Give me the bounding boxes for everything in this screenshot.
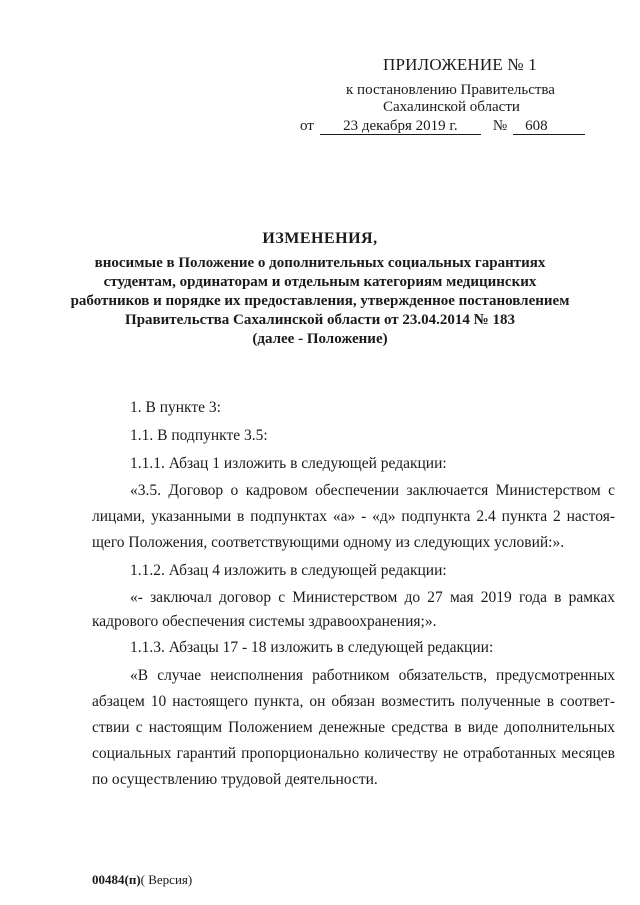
paragraph-8-cont: [92, 719, 615, 737]
subtitle-line: работников и порядке их предоставления, утвержденное постановлением: [70, 293, 570, 309]
paragraph-line: по осуществлению трудовой деятельности.: [92, 771, 378, 788]
paragraph-line: ствии с настоящим Положением денежные средства в виде дополнительных: [92, 719, 615, 736]
paragraph-7: 1.1.3. Абзацы 17 - 18 изложить в следующей редакции:: [130, 639, 494, 656]
annex-title: ПРИЛОЖЕНИЕ № 1: [383, 55, 537, 74]
document-version: ( Версия): [140, 872, 193, 887]
document-code: 00484(п): [92, 872, 141, 887]
subtitle-line: вносимые в Положение о дополнительных социальных гарантиях: [94, 255, 546, 271]
paragraph-line: социальных гарантий пропорционально количеству не отработанных месяцев: [92, 745, 615, 762]
document-subtitle: [0, 254, 640, 349]
paragraph-8: [130, 667, 615, 685]
paragraph-2: 1.1. В подпункте 3.5:: [130, 427, 268, 444]
document-title: ИЗМЕНЕНИЯ,: [262, 230, 378, 247]
paragraph-3: 1.1.1. Абзац 1 изложить в следующей редакции:: [130, 455, 447, 472]
paragraph-8-cont: [92, 745, 615, 763]
paragraph-1: 1. В пункте 3:: [130, 399, 221, 416]
from-label: от: [300, 118, 314, 134]
paragraph-8-cont: [92, 693, 615, 711]
subtitle-line: (далее - Положение): [252, 331, 388, 347]
paragraph-5: 1.1.2. Абзац 4 изложить в следующей редакции:: [130, 562, 447, 579]
annex-resolution-line: к постановлению Правительства: [346, 82, 555, 98]
paragraph-6: [130, 589, 615, 607]
subtitle-line: студентам, ординаторам и отдельным категориям медицинских: [103, 274, 537, 290]
resolution-date: 23 декабря 2019 г.: [320, 119, 481, 135]
paragraph-4-cont: [92, 508, 615, 526]
paragraph-line: кадрового обеспечения системы здравоохранения;».: [92, 613, 437, 630]
paragraph-line: лицами, указанными в подпунктах «а» - «д» подпункта 2.4 пункта 2 настоя-: [92, 508, 615, 525]
resolution-number: 608: [513, 119, 585, 135]
paragraph-4: [130, 482, 615, 500]
annex-region-line: Сахалинской области: [383, 99, 520, 115]
paragraph-line: «3.5. Договор о кадровом обеспечении заключается Министерством с: [130, 482, 615, 499]
document-footer: [92, 872, 192, 888]
paragraph-line: «- заключал договор с Министерством до 27 мая 2019 года в рамках: [130, 589, 615, 606]
number-label: №: [492, 118, 508, 134]
paragraph-line: абзацем 10 настоящего пункта, он обязан возместить полученные в соответ-: [92, 693, 615, 710]
subtitle-line: Правительства Сахалинской области от 23.04.2014 № 183: [125, 312, 515, 328]
paragraph-line: щего Положения, соответствующими одному из следующих условий:».: [92, 534, 565, 551]
paragraph-line: «В случае неисполнения работником обязательств, предусмотренных: [130, 667, 615, 684]
annex-date-number-line: [300, 118, 585, 135]
